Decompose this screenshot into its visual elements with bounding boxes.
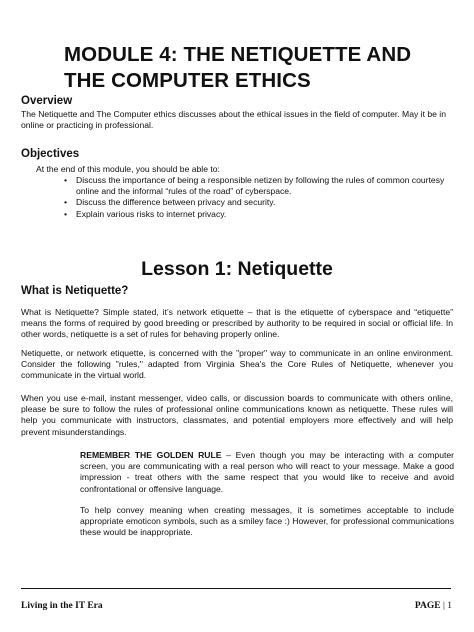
module-title: MODULE 4: THE NETIQUETTE AND THE COMPUTER ETHICS [64, 43, 412, 92]
lesson-title: Lesson 1: Netiquette [141, 258, 333, 280]
bullet-icon: • [64, 208, 68, 219]
what-is-netiquette-heading: What is Netiquette? [21, 285, 129, 297]
paragraph-golden-rule [80, 450, 454, 495]
objectives-intro: At the end of this module, you should be able to: [36, 164, 220, 174]
bullet-icon: • [64, 175, 68, 185]
objective-text: Explain various risks to internet privacy. [76, 208, 227, 219]
bullet-icon: • [64, 197, 68, 208]
golden-rule-label: REMEMBER THE GOLDEN RULE [80, 450, 222, 460]
overview-heading: Overview [21, 95, 73, 107]
footer-page-indicator [415, 601, 452, 611]
paragraph-communication: When you use e-mail, instant messenger, video calls, or discussion boards to communicate with others online, please be sure to follow the rules of professional online communications known as netiquette. These rules will help you communicate with instructors, classmates, and potential employers more effectively and will help prevent misunderstandings. [21, 393, 453, 437]
objectives-heading: Objectives [21, 148, 80, 160]
golden-rule-text: – Even though you may be interacting with a computer screen, you are communicating with a real person who will react to your message. Make a good impression - treat others with the same respect that you would like to receive and avoid confrontational or offensive language. [80, 450, 454, 494]
paragraph-core-rules: Netiquette, or network etiquette, is concerned with the "proper" way to communicate in an online environment. Consider the following "rules," adapted from Virginia Shea's the Core Rules of Netiquette, whenever you communicate in the virtual world. [21, 348, 453, 381]
list-item [66, 197, 454, 208]
footer-page-label: PAGE [414, 601, 441, 611]
objectives-list [66, 175, 454, 220]
footer-page-number: | 1 [440, 601, 452, 611]
footer-course-title: Living in the IT Era [21, 601, 103, 611]
objective-text: Discuss the importance of being a responsible netizen by following the rules of common courtesy online and the informal “rules of the road” of cyberspace. [76, 175, 445, 197]
objective-text: Discuss the difference between privacy and security. [76, 197, 276, 208]
footer-divider [21, 588, 451, 589]
paragraph-definition: What is Netiquette? Simple stated, it’s network etiquette – that is the etiquette of cyberspace and “etiquette” means the forms of required by good breeding or prescribed by authority to be required in social or official life. In other words, netiquette is a set of rules for behaving properly online. [21, 307, 453, 340]
list-item [66, 175, 454, 197]
overview-text: The Netiquette and The Computer ethics discusses about the ethical issues in the field of computer. May it be in online or practicing in professional. [21, 109, 446, 131]
paragraph-emoticons: To help convey meaning when creating messages, it is sometimes acceptable to include appropriate emoticon symbols, such as a smiley face :) However, for professional communications these would be inappropriate. [80, 505, 454, 538]
list-item [66, 209, 454, 220]
